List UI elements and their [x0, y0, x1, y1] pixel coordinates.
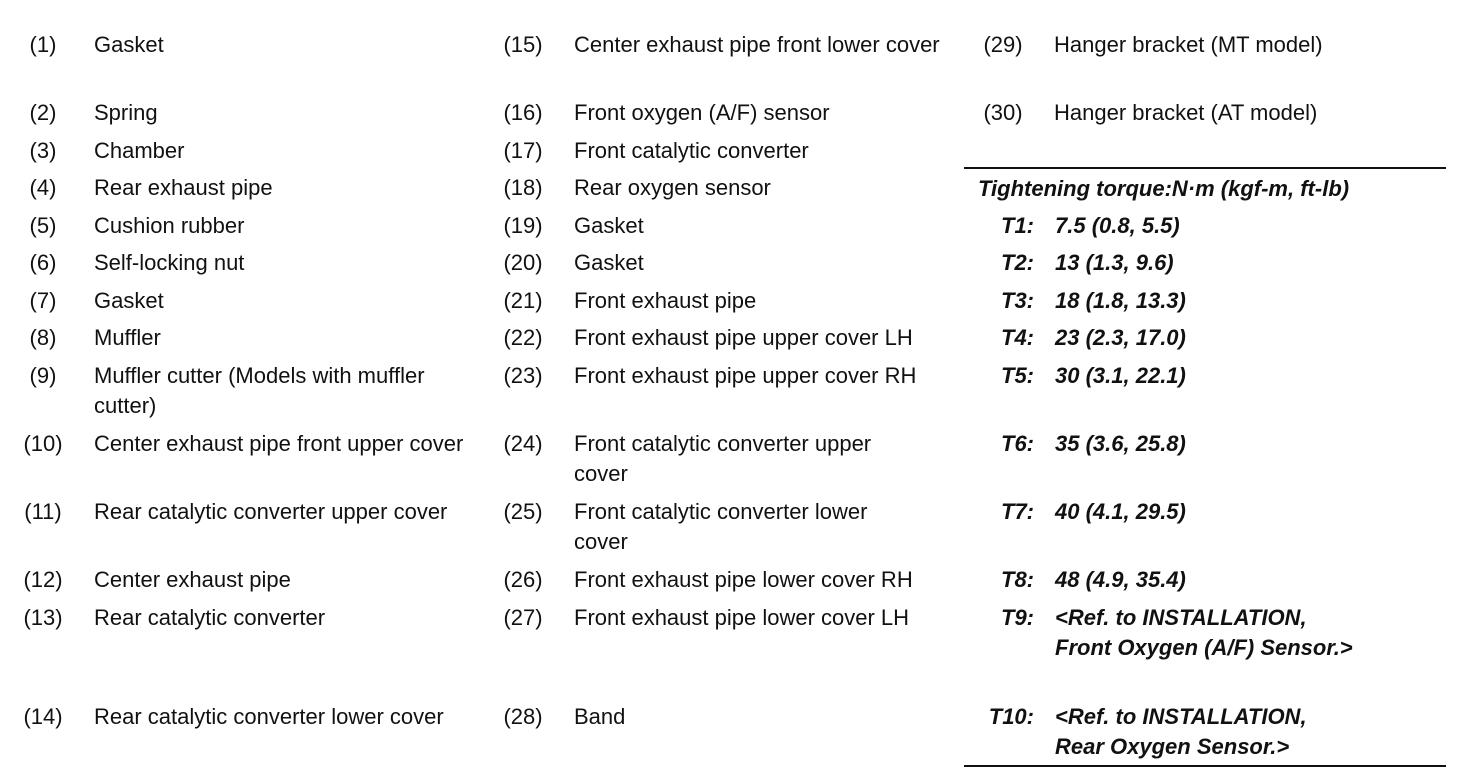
part-label: Front oxygen (A/F) sensor: [574, 100, 830, 125]
part-number: (23): [503, 363, 543, 388]
part-label: Front catalytic converter upper cover: [574, 431, 872, 486]
torque-table-title: Tightening torque:N·m (kgf-m, ft-lb): [978, 176, 1350, 201]
part-label: Front exhaust pipe lower cover RH: [574, 567, 913, 592]
part-number: (24): [503, 431, 543, 456]
part-label: Hanger bracket (MT model): [1054, 32, 1323, 57]
part-label: Front exhaust pipe upper cover LH: [574, 325, 913, 350]
part-number: (22): [503, 325, 543, 350]
torque-value: 48 (4.9, 35.4): [1055, 567, 1186, 592]
part-number: (11): [24, 499, 62, 524]
part-label: Gasket: [574, 213, 644, 238]
part-number: (6): [29, 250, 57, 275]
part-label: Rear catalytic converter: [94, 605, 326, 630]
torque-value: <Ref. to INSTALLATION, Front Oxygen (A/F) Sensor.>: [1055, 605, 1353, 660]
torque-key: T4:: [1001, 325, 1034, 350]
part-number: (27): [503, 605, 543, 630]
part-label: Front catalytic converter: [574, 138, 809, 163]
part-number: (12): [23, 567, 63, 592]
part-label: Center exhaust pipe: [94, 567, 291, 592]
torque-key: T6:: [1001, 431, 1034, 456]
part-number: (8): [29, 325, 57, 350]
part-label: Center exhaust pipe front lower cover: [574, 32, 940, 57]
part-number: (17): [503, 138, 543, 163]
part-label: Muffler: [94, 325, 161, 350]
part-label: Cushion rubber: [94, 213, 245, 238]
part-number: (29): [983, 32, 1023, 57]
part-label: Front exhaust pipe: [574, 288, 757, 313]
part-label: Gasket: [94, 288, 164, 313]
part-number: (20): [503, 250, 543, 275]
part-label: Hanger bracket (AT model): [1054, 100, 1318, 125]
part-label: Band: [574, 704, 626, 729]
part-label: Self-locking nut: [94, 250, 245, 275]
part-number: (21): [503, 288, 543, 313]
part-number: (26): [503, 567, 543, 592]
divider-bottom: [964, 765, 1446, 767]
part-label: Rear exhaust pipe: [94, 175, 273, 200]
torque-key: T2:: [1001, 250, 1034, 275]
part-number: (9): [29, 363, 57, 388]
part-label: Rear catalytic converter lower cover: [94, 704, 444, 729]
part-number: (14): [23, 704, 63, 729]
part-label: Rear oxygen sensor: [574, 175, 771, 200]
torque-key: T10:: [988, 704, 1034, 729]
torque-value: 18 (1.8, 13.3): [1055, 288, 1186, 313]
part-label: Spring: [94, 100, 158, 125]
part-number: (3): [29, 138, 57, 163]
torque-value: 35 (3.6, 25.8): [1055, 431, 1186, 456]
torque-value: <Ref. to INSTALLATION, Rear Oxygen Sensor.>: [1055, 704, 1307, 759]
part-label: Center exhaust pipe front upper cover: [94, 431, 464, 456]
part-label: Rear catalytic converter upper cover: [94, 499, 448, 524]
torque-value: 40 (4.1, 29.5): [1055, 499, 1186, 524]
torque-key: T1:: [1001, 213, 1034, 238]
divider-top: [964, 167, 1446, 169]
torque-key: T8:: [1001, 567, 1034, 592]
torque-key: T9:: [1001, 605, 1034, 630]
part-number: (18): [503, 175, 543, 200]
part-label: Front exhaust pipe upper cover RH: [574, 363, 917, 388]
part-number: (19): [503, 213, 543, 238]
part-label: Chamber: [94, 138, 185, 163]
part-number: (30): [983, 100, 1023, 125]
part-number: (7): [29, 288, 57, 313]
part-number: (5): [29, 213, 57, 238]
part-label: Front catalytic converter lower cover: [574, 499, 868, 554]
part-number: (4): [29, 175, 57, 200]
part-number: (16): [503, 100, 543, 125]
torque-value: 30 (3.1, 22.1): [1055, 363, 1186, 388]
part-number: (25): [503, 499, 543, 524]
torque-value: 7.5 (0.8, 5.5): [1055, 213, 1180, 238]
torque-key: T3:: [1001, 288, 1034, 313]
part-number: (1): [29, 32, 57, 57]
part-number: (13): [23, 605, 63, 630]
part-label: Gasket: [574, 250, 644, 275]
part-label: Muffler cutter (Models with muffler cutter): [94, 363, 425, 418]
part-number: (10): [23, 431, 63, 456]
part-number: (28): [503, 704, 543, 729]
torque-key: T5:: [1001, 363, 1034, 388]
part-label: Gasket: [94, 32, 164, 57]
torque-value: 13 (1.3, 9.6): [1055, 250, 1174, 275]
part-number: (2): [29, 100, 57, 125]
torque-value: 23 (2.3, 17.0): [1055, 325, 1186, 350]
torque-key: T7:: [1001, 499, 1034, 524]
part-number: (15): [503, 32, 543, 57]
part-label: Front exhaust pipe lower cover LH: [574, 605, 910, 630]
